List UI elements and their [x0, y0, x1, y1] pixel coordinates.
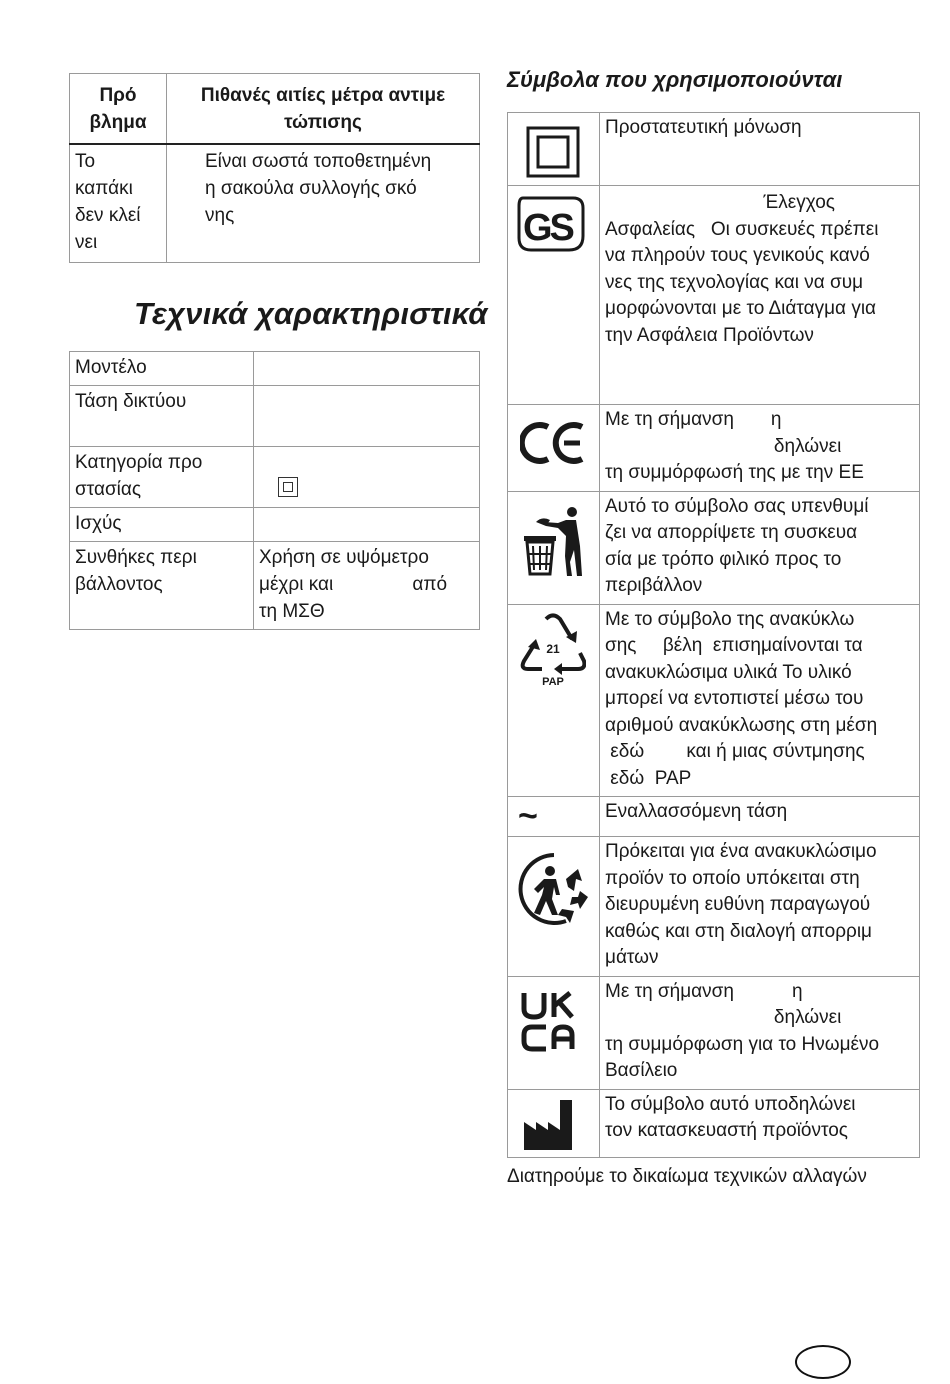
symbol-description	[600, 1089, 920, 1157]
cell-line: διευρυμένη ευθύνη παραγωγού	[605, 894, 871, 915]
symbol-icon-cell	[508, 491, 600, 604]
cell-line: Έλεγχος	[605, 192, 835, 213]
cell-line: μέχρι και από	[259, 574, 448, 595]
symbol-icon-cell	[508, 976, 600, 1089]
cell-line: Βασίλειο	[605, 1060, 678, 1081]
cell-line: Είναι σωστά τοποθετημένη	[205, 151, 432, 172]
table-row	[508, 837, 920, 977]
cell-line: Το σύμβολο αυτό υποδηλώνει	[605, 1093, 856, 1115]
table-row	[508, 405, 920, 492]
table-row	[508, 186, 920, 405]
cell-line: νει	[75, 232, 98, 253]
symbol-description	[600, 405, 920, 492]
cell-line: μορφώνονται με το Διάταγμα για	[605, 298, 877, 319]
troubleshooting-table	[69, 73, 480, 263]
cell-line: τη συμμόρφωσή της με την ΕΕ	[605, 462, 864, 483]
symbol-description	[600, 797, 920, 837]
cell-line: νης	[205, 205, 235, 226]
cell-line: βάλλοντος	[75, 574, 163, 595]
table-row	[70, 386, 480, 447]
symbol-description	[600, 604, 920, 797]
gs-mark-icon	[517, 196, 585, 252]
cell-line: εδώ και ή μιας σύντμησης	[605, 741, 865, 762]
header-line: Πιθανές αιτίες μέτρα αντιμε	[200, 85, 446, 106]
header-line: Πρό	[99, 85, 137, 106]
ce-mark-icon	[520, 421, 586, 465]
table-row	[508, 1089, 920, 1157]
cell-line: Ισχύς	[75, 513, 122, 534]
recycle-number: 21	[546, 641, 560, 656]
cell-line: Ασφαλείας Οι συσκευές πρέπει	[605, 218, 879, 240]
table-row	[70, 352, 480, 386]
spec-value	[254, 508, 480, 542]
cell-line: Κατηγορία προ	[75, 452, 203, 473]
table-row	[70, 144, 480, 263]
table-row	[508, 604, 920, 797]
cell-line: σης βέλη επισημαίνονται τα	[605, 635, 863, 656]
table-row	[508, 113, 920, 186]
header-causes	[167, 74, 480, 145]
recycling-triangle-icon	[520, 613, 586, 689]
cell-line: Με τη σήμανση η	[605, 980, 803, 1002]
spec-label	[70, 352, 254, 386]
tech-specs-table	[69, 351, 480, 630]
spec-label	[70, 542, 254, 630]
language-badge-oval	[795, 1345, 851, 1379]
cell-line: την Ασφάλεια Προϊόντων	[605, 324, 814, 346]
cell-line: προϊόν το οποίο υπόκειται στη	[605, 867, 860, 889]
cell-line: σία με τρόπο φιλικό προς το	[605, 548, 842, 570]
cell-line: περιβάλλον	[605, 575, 703, 596]
cell-line: τον κατασκευαστή προϊόντος	[605, 1120, 848, 1141]
spec-value	[254, 352, 480, 386]
cell-line: καθώς και στη διαλογή απορριμ	[605, 920, 873, 942]
ukca-mark-icon	[520, 989, 584, 1053]
spec-label	[70, 447, 254, 508]
tech-specs-title: Τεχνικά χαρακτηριστικά	[134, 296, 488, 331]
table-row	[508, 797, 920, 837]
table-row	[508, 976, 920, 1089]
cell-line: η σακούλα συλλογής σκό	[205, 178, 417, 199]
symbol-description	[600, 976, 920, 1089]
spec-label	[70, 386, 254, 447]
symbol-icon-cell	[508, 797, 600, 837]
recycle-code: PAP	[542, 675, 564, 688]
cell-line: τη ΜΣΘ	[259, 601, 325, 622]
svg-text:GS: GS	[523, 207, 572, 249]
cell-line: Το	[75, 151, 96, 172]
cell-line: Εναλλασσόμενη τάση	[605, 801, 788, 822]
symbol-description	[600, 186, 920, 405]
symbols-table	[507, 112, 920, 1158]
cell-line: δεν κλεί	[75, 205, 141, 226]
spec-value	[254, 542, 480, 630]
header-line: βλημα	[89, 112, 147, 133]
table-row	[70, 542, 480, 630]
alternating-current-icon: ~	[518, 797, 538, 835]
cell-line: Με τη σήμανση η	[605, 409, 782, 430]
cell-line: στασίας	[75, 479, 142, 500]
cell-line: δηλώνει	[605, 1007, 842, 1028]
symbol-icon-cell	[508, 186, 600, 405]
cell-line: Με το σύμβολο της ανακύκλω	[605, 608, 855, 630]
technical-changes-note: Διατηρούμε το δικαίωμα τεχνικών αλλαγών	[507, 1166, 867, 1187]
cell-line: τη συμμόρφωση για το Ηνωμένο	[605, 1033, 880, 1055]
remedy-cell	[167, 144, 480, 263]
table-row	[70, 508, 480, 542]
protection-class-ii-icon	[278, 477, 298, 497]
cell-line: καπάκι	[75, 178, 133, 199]
cell-line: μάτων	[605, 947, 659, 968]
symbol-description	[600, 837, 920, 977]
spec-label	[70, 508, 254, 542]
cell-line: ανακυκλώσιμα υλικά Το υλικό	[605, 661, 852, 683]
problem-cell	[70, 144, 167, 263]
symbols-title: Σύμβολα που χρησιμοποιούνται	[507, 67, 843, 92]
cell-line: νες της τεχνολογίας και να συμ	[605, 271, 864, 293]
triman-icon	[516, 851, 592, 927]
cell-line: Προστατευτική μόνωση	[605, 117, 802, 138]
cell-line: Χρήση σε υψόμετρο	[259, 547, 429, 568]
spec-value	[254, 447, 480, 508]
cell-line: Συνθήκες περι	[75, 547, 197, 568]
cell-line: Τάση δικτύου	[75, 391, 187, 412]
symbol-description	[600, 113, 920, 186]
protective-insulation-icon	[526, 126, 580, 178]
cell-line: δηλώνει	[605, 435, 842, 457]
header-problem	[70, 74, 167, 145]
spec-value	[254, 386, 480, 447]
table-row	[508, 491, 920, 604]
cell-line: μπορεί να εντοπιστεί μέσω του	[605, 688, 864, 709]
cell-line: αριθμού ανακύκλωσης στη μέση	[605, 714, 878, 736]
symbol-icon-cell	[508, 405, 600, 492]
cell-line: Μοντέλο	[75, 357, 147, 378]
cell-line: ζει να απορρίψετε τη συσκευα	[605, 522, 858, 543]
troubleshooting-header-row	[70, 74, 480, 145]
cell-line: Αυτό το σύμβολο σας υπενθυμί	[605, 495, 869, 517]
header-line: τώπισης	[284, 112, 362, 133]
symbol-icon-cell	[508, 1089, 600, 1157]
cell-line: Πρόκειται για ένα ανακυκλώσιμο	[605, 841, 877, 862]
symbol-icon-cell	[508, 604, 600, 797]
symbol-icon-cell	[508, 837, 600, 977]
table-row	[70, 447, 480, 508]
weee-bin-icon	[522, 506, 584, 580]
symbol-description	[600, 491, 920, 604]
cell-line: να πληρούν τους γενικούς κανό	[605, 245, 870, 266]
manufacturer-icon	[522, 1098, 584, 1152]
cell-line: εδώ PAP	[605, 767, 692, 789]
symbol-icon-cell	[508, 113, 600, 186]
